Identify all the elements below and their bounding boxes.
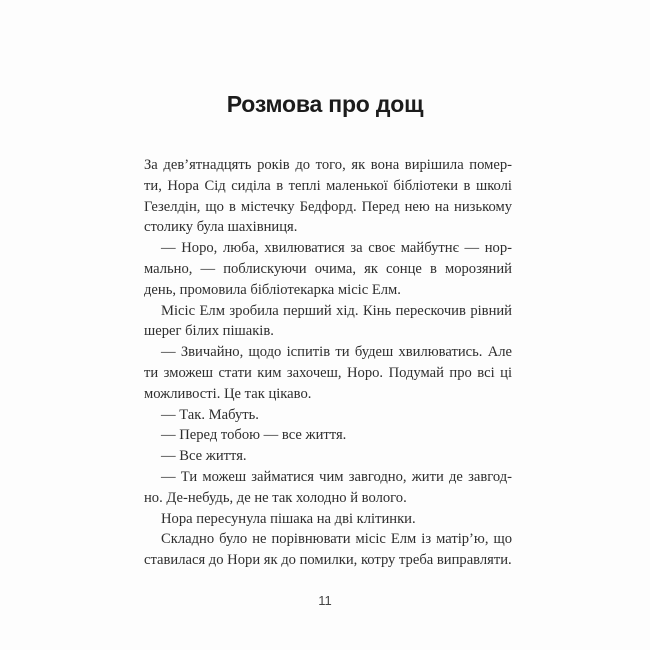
text-line: ставилася до Нори як до помилки, котру треба виправляти. bbox=[144, 552, 512, 569]
paragraph bbox=[144, 342, 512, 404]
paragraph bbox=[144, 529, 512, 571]
text-line: — Так. Мабуть. bbox=[161, 406, 259, 423]
text-line: можливості. Це так цікаво. bbox=[144, 385, 312, 402]
text-line: Місіс Елм зробила перший хід. Кінь перескочив рівний bbox=[161, 302, 512, 319]
paragraph bbox=[144, 238, 512, 300]
chapter-title: Розмова про дощ bbox=[226, 91, 424, 117]
paragraph bbox=[144, 155, 512, 238]
text-line: но. Де-небудь, де не так холодно й волого. bbox=[144, 489, 407, 506]
paragraph bbox=[144, 467, 512, 509]
paragraph bbox=[144, 446, 512, 467]
text-line: За дев’ятнадцять років до того, як вона вирішила помер- bbox=[144, 157, 512, 173]
text-line: — Перед тобою — все життя. bbox=[161, 427, 347, 444]
text-line: — Звичайно, щодо іспитів ти будеш хвилюватись. Але bbox=[161, 344, 512, 361]
text-line: Нора пересунула пішака на дві клітинки. bbox=[161, 510, 416, 527]
text-line: — Ти можеш займатися чим завгодно, жити де завгод- bbox=[161, 468, 512, 485]
text-line: ти зможеш стати ким захочеш, Норо. Подумай про всі ці bbox=[144, 364, 512, 381]
text-line: — Все життя. bbox=[161, 448, 247, 465]
paragraph bbox=[144, 405, 512, 426]
text-line: ти, Нора Сід сиділа в теплі маленької бібліотеки в школі bbox=[144, 177, 512, 194]
paragraph bbox=[144, 301, 512, 343]
text-line: — Норо, люба, хвилюватися за своє майбутнє — нор- bbox=[161, 240, 512, 257]
text-line: день, промовила бібліотекарка місіс Елм. bbox=[144, 281, 401, 298]
paragraph bbox=[144, 509, 512, 530]
text-line: шерег білих пішаків. bbox=[144, 323, 274, 340]
text-line: столику була шахівниця. bbox=[144, 219, 298, 236]
text-line: мально, — поблискуючи очима, як сонце в морозяний bbox=[144, 260, 512, 277]
body-text bbox=[144, 155, 512, 571]
paragraph bbox=[144, 425, 512, 446]
text-line: Гезелдін, що в містечку Бедфорд. Перед нею на низькому bbox=[144, 198, 512, 215]
text-line: Складно було не порівнювати місіс Елм із матір’ю, що bbox=[161, 531, 512, 548]
page-number: 11 bbox=[318, 593, 332, 608]
